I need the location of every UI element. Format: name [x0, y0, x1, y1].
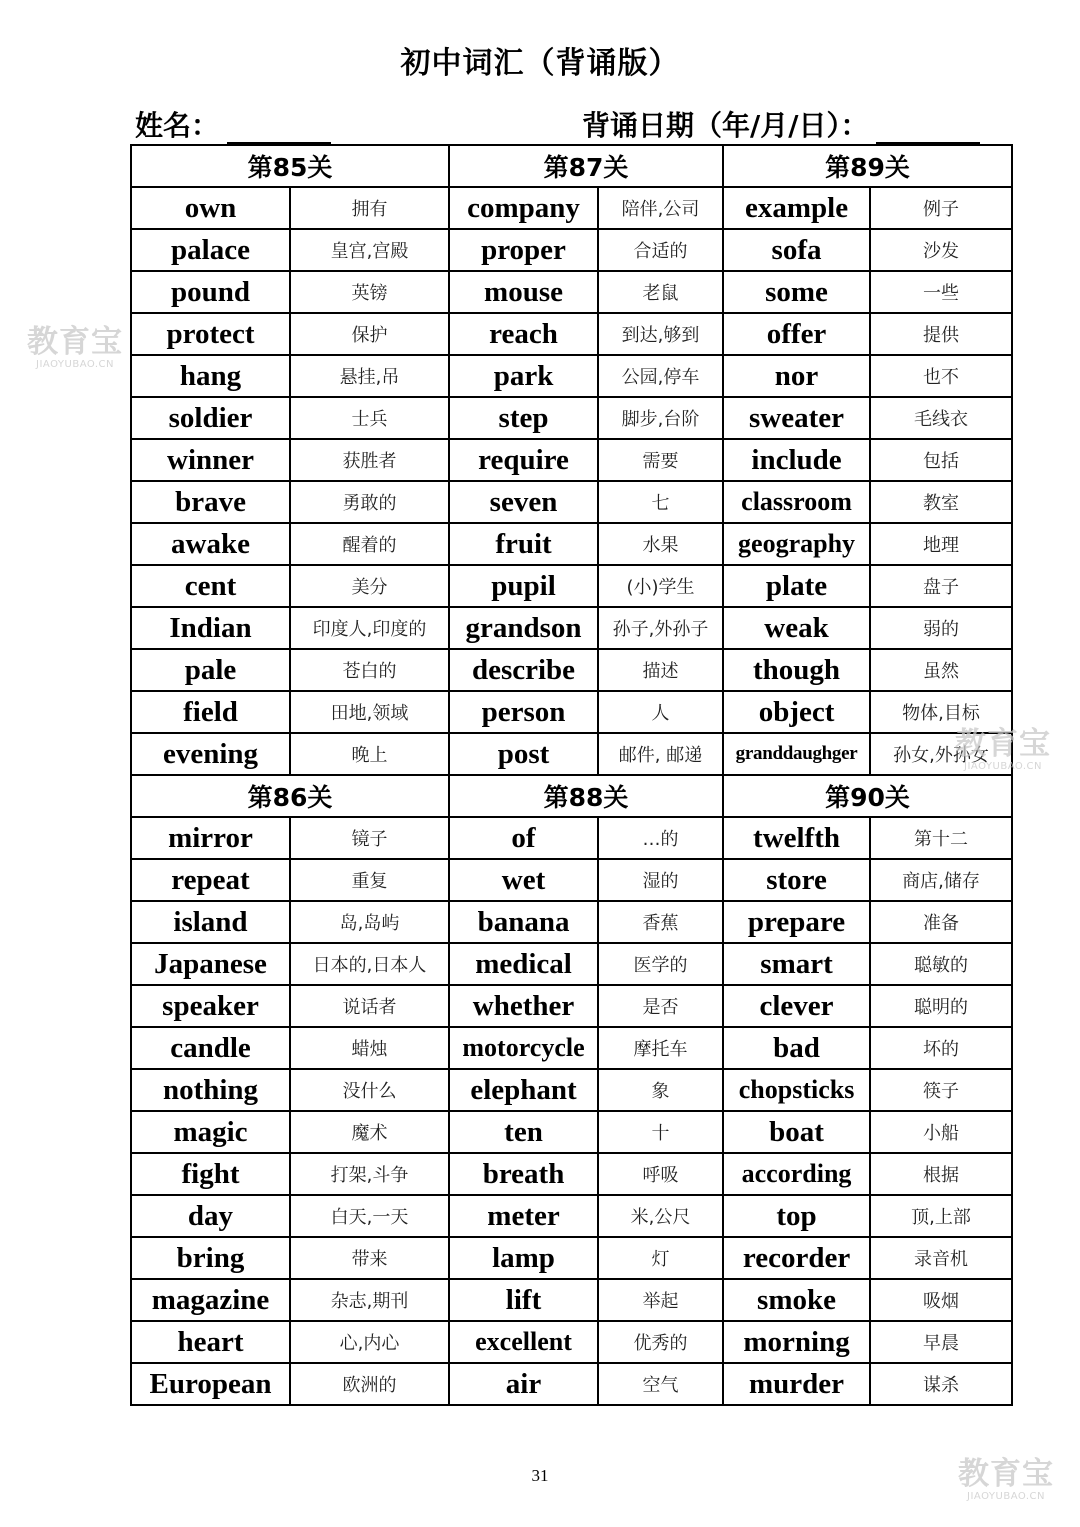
chinese-meaning: 魔术: [290, 1111, 449, 1153]
chinese-meaning: 印度人,印度的: [290, 607, 449, 649]
english-word: meter: [449, 1195, 598, 1237]
english-word: post: [449, 733, 598, 775]
chinese-meaning: 士兵: [290, 397, 449, 439]
name-label: 姓名：: [135, 109, 220, 142]
level-header: 第89关: [723, 145, 1012, 187]
chinese-meaning: 毛线衣: [870, 397, 1012, 439]
chinese-meaning: 七: [598, 481, 723, 523]
table-row: [131, 1321, 1012, 1363]
chinese-meaning: 谋杀: [870, 1363, 1012, 1405]
level-header: 第90关: [723, 775, 1012, 817]
table-row: [131, 1279, 1012, 1321]
table-row: [131, 355, 1012, 397]
page-title: 初中词汇（背诵版）: [400, 46, 680, 81]
chinese-meaning: 第十二: [870, 817, 1012, 859]
chinese-meaning: 香蕉: [598, 901, 723, 943]
english-word: plate: [723, 565, 870, 607]
english-word: nothing: [131, 1069, 290, 1111]
english-word: nor: [723, 355, 870, 397]
chinese-meaning: 获胜者: [290, 439, 449, 481]
table-row: [131, 313, 1012, 355]
english-word: require: [449, 439, 598, 481]
chinese-meaning: 邮件, 邮递: [598, 733, 723, 775]
chinese-meaning: 岛,岛屿: [290, 901, 449, 943]
english-word: banana: [449, 901, 598, 943]
english-word: awake: [131, 523, 290, 565]
english-word: pupil: [449, 565, 598, 607]
english-word: repeat: [131, 859, 290, 901]
english-word: morning: [723, 1321, 870, 1363]
english-word: clever: [723, 985, 870, 1027]
english-word: medical: [449, 943, 598, 985]
date-blank: [876, 112, 980, 144]
table-row: [131, 187, 1012, 229]
chinese-meaning: 欧洲的: [290, 1363, 449, 1405]
chinese-meaning: 孙子,外孙子: [598, 607, 723, 649]
table-row: [131, 1363, 1012, 1405]
chinese-meaning: 白天,一天: [290, 1195, 449, 1237]
chinese-meaning: 湿的: [598, 859, 723, 901]
table-row: [131, 523, 1012, 565]
english-word: magic: [131, 1111, 290, 1153]
table-row: [131, 733, 1012, 775]
chinese-meaning: 例子: [870, 187, 1012, 229]
chinese-meaning: 勇敢的: [290, 481, 449, 523]
english-word: air: [449, 1363, 598, 1405]
chinese-meaning: 醒着的: [290, 523, 449, 565]
chinese-meaning: 教室: [870, 481, 1012, 523]
english-word: own: [131, 187, 290, 229]
english-word: Indian: [131, 607, 290, 649]
chinese-meaning: 孙女,外孙女: [870, 733, 1012, 775]
english-word: classroom: [723, 481, 870, 523]
watermark-logo: 教育宝 JIAOYUBAO.CN: [27, 324, 123, 370]
english-word: seven: [449, 481, 598, 523]
english-word: winner: [131, 439, 290, 481]
chinese-meaning: 顶,上部: [870, 1195, 1012, 1237]
english-word: sofa: [723, 229, 870, 271]
chinese-meaning: 摩托车: [598, 1027, 723, 1069]
english-word: mirror: [131, 817, 290, 859]
chinese-meaning: 优秀的: [598, 1321, 723, 1363]
chinese-meaning: 坏的: [870, 1027, 1012, 1069]
chinese-meaning: 保护: [290, 313, 449, 355]
chinese-meaning: 吸烟: [870, 1279, 1012, 1321]
chinese-meaning: 录音机: [870, 1237, 1012, 1279]
chinese-meaning: 包括: [870, 439, 1012, 481]
chinese-meaning: 描述: [598, 649, 723, 691]
chinese-meaning: 小船: [870, 1111, 1012, 1153]
chinese-meaning: 到达,够到: [598, 313, 723, 355]
english-word: candle: [131, 1027, 290, 1069]
chinese-meaning: 悬挂,吊: [290, 355, 449, 397]
english-word: field: [131, 691, 290, 733]
chinese-meaning: 空气: [598, 1363, 723, 1405]
english-word: palace: [131, 229, 290, 271]
chinese-meaning: 地理: [870, 523, 1012, 565]
english-word: European: [131, 1363, 290, 1405]
chinese-meaning: 弱的: [870, 607, 1012, 649]
table-row: [131, 1069, 1012, 1111]
english-word: describe: [449, 649, 598, 691]
level-header: 第88关: [449, 775, 723, 817]
english-word: store: [723, 859, 870, 901]
english-word: include: [723, 439, 870, 481]
chinese-meaning: 没什么: [290, 1069, 449, 1111]
english-word: excellent: [449, 1321, 598, 1363]
english-word: lift: [449, 1279, 598, 1321]
chinese-meaning: 人: [598, 691, 723, 733]
english-word: bring: [131, 1237, 290, 1279]
chinese-meaning: 提供: [870, 313, 1012, 355]
chinese-meaning: 打架,斗争: [290, 1153, 449, 1195]
english-word: object: [723, 691, 870, 733]
english-word: reach: [449, 313, 598, 355]
english-word: weak: [723, 607, 870, 649]
level-header-row: [131, 775, 1012, 817]
english-word: brave: [131, 481, 290, 523]
chinese-meaning: 苍白的: [290, 649, 449, 691]
watermark-logo: 教育宝 JIAOYUBAO.CN: [958, 1456, 1054, 1502]
chinese-meaning: 美分: [290, 565, 449, 607]
chinese-meaning: (小)学生: [598, 565, 723, 607]
english-word: motorcycle: [449, 1027, 598, 1069]
table-row: [131, 817, 1012, 859]
english-word: pound: [131, 271, 290, 313]
english-word: recorder: [723, 1237, 870, 1279]
table-row: [131, 271, 1012, 313]
english-word: proper: [449, 229, 598, 271]
chinese-meaning: 需要: [598, 439, 723, 481]
chinese-meaning: 早晨: [870, 1321, 1012, 1363]
chinese-meaning: 拥有: [290, 187, 449, 229]
level-header: 第87关: [449, 145, 723, 187]
table-row: [131, 1237, 1012, 1279]
english-word: granddaughger: [723, 733, 870, 775]
date-label: 背诵日期（年/月/日）：: [582, 109, 869, 142]
name-blank: [227, 112, 331, 144]
chinese-meaning: 蜡烛: [290, 1027, 449, 1069]
table-row: [131, 565, 1012, 607]
english-word: island: [131, 901, 290, 943]
english-word: company: [449, 187, 598, 229]
table-row: [131, 1027, 1012, 1069]
english-word: boat: [723, 1111, 870, 1153]
chinese-meaning: 合适的: [598, 229, 723, 271]
chinese-meaning: 镜子: [290, 817, 449, 859]
english-word: elephant: [449, 1069, 598, 1111]
english-word: grandson: [449, 607, 598, 649]
english-word: smoke: [723, 1279, 870, 1321]
english-word: person: [449, 691, 598, 733]
page-number: 31: [531, 1466, 549, 1485]
vocabulary-table: [130, 144, 1013, 1406]
chinese-meaning: 聪敏的: [870, 943, 1012, 985]
level-header: 第86关: [131, 775, 449, 817]
chinese-meaning: 根据: [870, 1153, 1012, 1195]
english-word: prepare: [723, 901, 870, 943]
table-row: [131, 397, 1012, 439]
chinese-meaning: 老鼠: [598, 271, 723, 313]
chinese-meaning: 也不: [870, 355, 1012, 397]
table-row: [131, 859, 1012, 901]
chinese-meaning: 米,公尺: [598, 1195, 723, 1237]
chinese-meaning: 盘子: [870, 565, 1012, 607]
english-word: protect: [131, 313, 290, 355]
chinese-meaning: 医学的: [598, 943, 723, 985]
english-word: though: [723, 649, 870, 691]
english-word: of: [449, 817, 598, 859]
table-row: [131, 985, 1012, 1027]
chinese-meaning: 皇宫,宫殿: [290, 229, 449, 271]
chinese-meaning: 虽然: [870, 649, 1012, 691]
chinese-meaning: 沙发: [870, 229, 1012, 271]
english-word: wet: [449, 859, 598, 901]
chinese-meaning: 陪伴,公司: [598, 187, 723, 229]
table-row: [131, 481, 1012, 523]
chinese-meaning: 象: [598, 1069, 723, 1111]
english-word: murder: [723, 1363, 870, 1405]
english-word: fight: [131, 1153, 290, 1195]
chinese-meaning: 水果: [598, 523, 723, 565]
chinese-meaning: 晚上: [290, 733, 449, 775]
english-word: speaker: [131, 985, 290, 1027]
english-word: bad: [723, 1027, 870, 1069]
chinese-meaning: 举起: [598, 1279, 723, 1321]
english-word: cent: [131, 565, 290, 607]
table-row: [131, 901, 1012, 943]
english-word: top: [723, 1195, 870, 1237]
chinese-meaning: 商店,储存: [870, 859, 1012, 901]
chinese-meaning: 带来: [290, 1237, 449, 1279]
english-word: smart: [723, 943, 870, 985]
english-word: step: [449, 397, 598, 439]
english-word: park: [449, 355, 598, 397]
chinese-meaning: 筷子: [870, 1069, 1012, 1111]
english-word: twelfth: [723, 817, 870, 859]
level-header: 第85关: [131, 145, 449, 187]
english-word: hang: [131, 355, 290, 397]
table-row: [131, 1153, 1012, 1195]
chinese-meaning: 重复: [290, 859, 449, 901]
chinese-meaning: 说话者: [290, 985, 449, 1027]
table-row: [131, 229, 1012, 271]
chinese-meaning: 心,内心: [290, 1321, 449, 1363]
english-word: heart: [131, 1321, 290, 1363]
english-word: mouse: [449, 271, 598, 313]
english-word: geography: [723, 523, 870, 565]
chinese-meaning: 杂志,期刊: [290, 1279, 449, 1321]
chinese-meaning: 是否: [598, 985, 723, 1027]
chinese-meaning: 英镑: [290, 271, 449, 313]
english-word: pale: [131, 649, 290, 691]
english-word: sweater: [723, 397, 870, 439]
english-word: example: [723, 187, 870, 229]
table-row: [131, 1195, 1012, 1237]
chinese-meaning: 脚步,台阶: [598, 397, 723, 439]
chinese-meaning: 灯: [598, 1237, 723, 1279]
chinese-meaning: …的: [598, 817, 723, 859]
english-word: evening: [131, 733, 290, 775]
english-word: soldier: [131, 397, 290, 439]
english-word: Japanese: [131, 943, 290, 985]
table-row: [131, 691, 1012, 733]
english-word: magazine: [131, 1279, 290, 1321]
watermark-logo: 教育宝 JIAOYUBAO.CN: [955, 726, 1051, 772]
chinese-meaning: 十: [598, 1111, 723, 1153]
english-word: chopsticks: [723, 1069, 870, 1111]
table-row: [131, 649, 1012, 691]
table-row: [131, 943, 1012, 985]
table-row: [131, 439, 1012, 481]
level-header-row: [131, 145, 1012, 187]
english-word: breath: [449, 1153, 598, 1195]
table-row: [131, 1111, 1012, 1153]
english-word: day: [131, 1195, 290, 1237]
chinese-meaning: 呼吸: [598, 1153, 723, 1195]
english-word: whether: [449, 985, 598, 1027]
chinese-meaning: 公园,停车: [598, 355, 723, 397]
english-word: ten: [449, 1111, 598, 1153]
chinese-meaning: 物体,目标: [870, 691, 1012, 733]
english-word: lamp: [449, 1237, 598, 1279]
chinese-meaning: 日本的,日本人: [290, 943, 449, 985]
chinese-meaning: 准备: [870, 901, 1012, 943]
english-word: according: [723, 1153, 870, 1195]
chinese-meaning: 田地,领域: [290, 691, 449, 733]
chinese-meaning: 聪明的: [870, 985, 1012, 1027]
date-field: [582, 104, 980, 144]
english-word: fruit: [449, 523, 598, 565]
english-word: some: [723, 271, 870, 313]
english-word: offer: [723, 313, 870, 355]
name-field: [135, 104, 331, 144]
table-row: [131, 607, 1012, 649]
chinese-meaning: 一些: [870, 271, 1012, 313]
